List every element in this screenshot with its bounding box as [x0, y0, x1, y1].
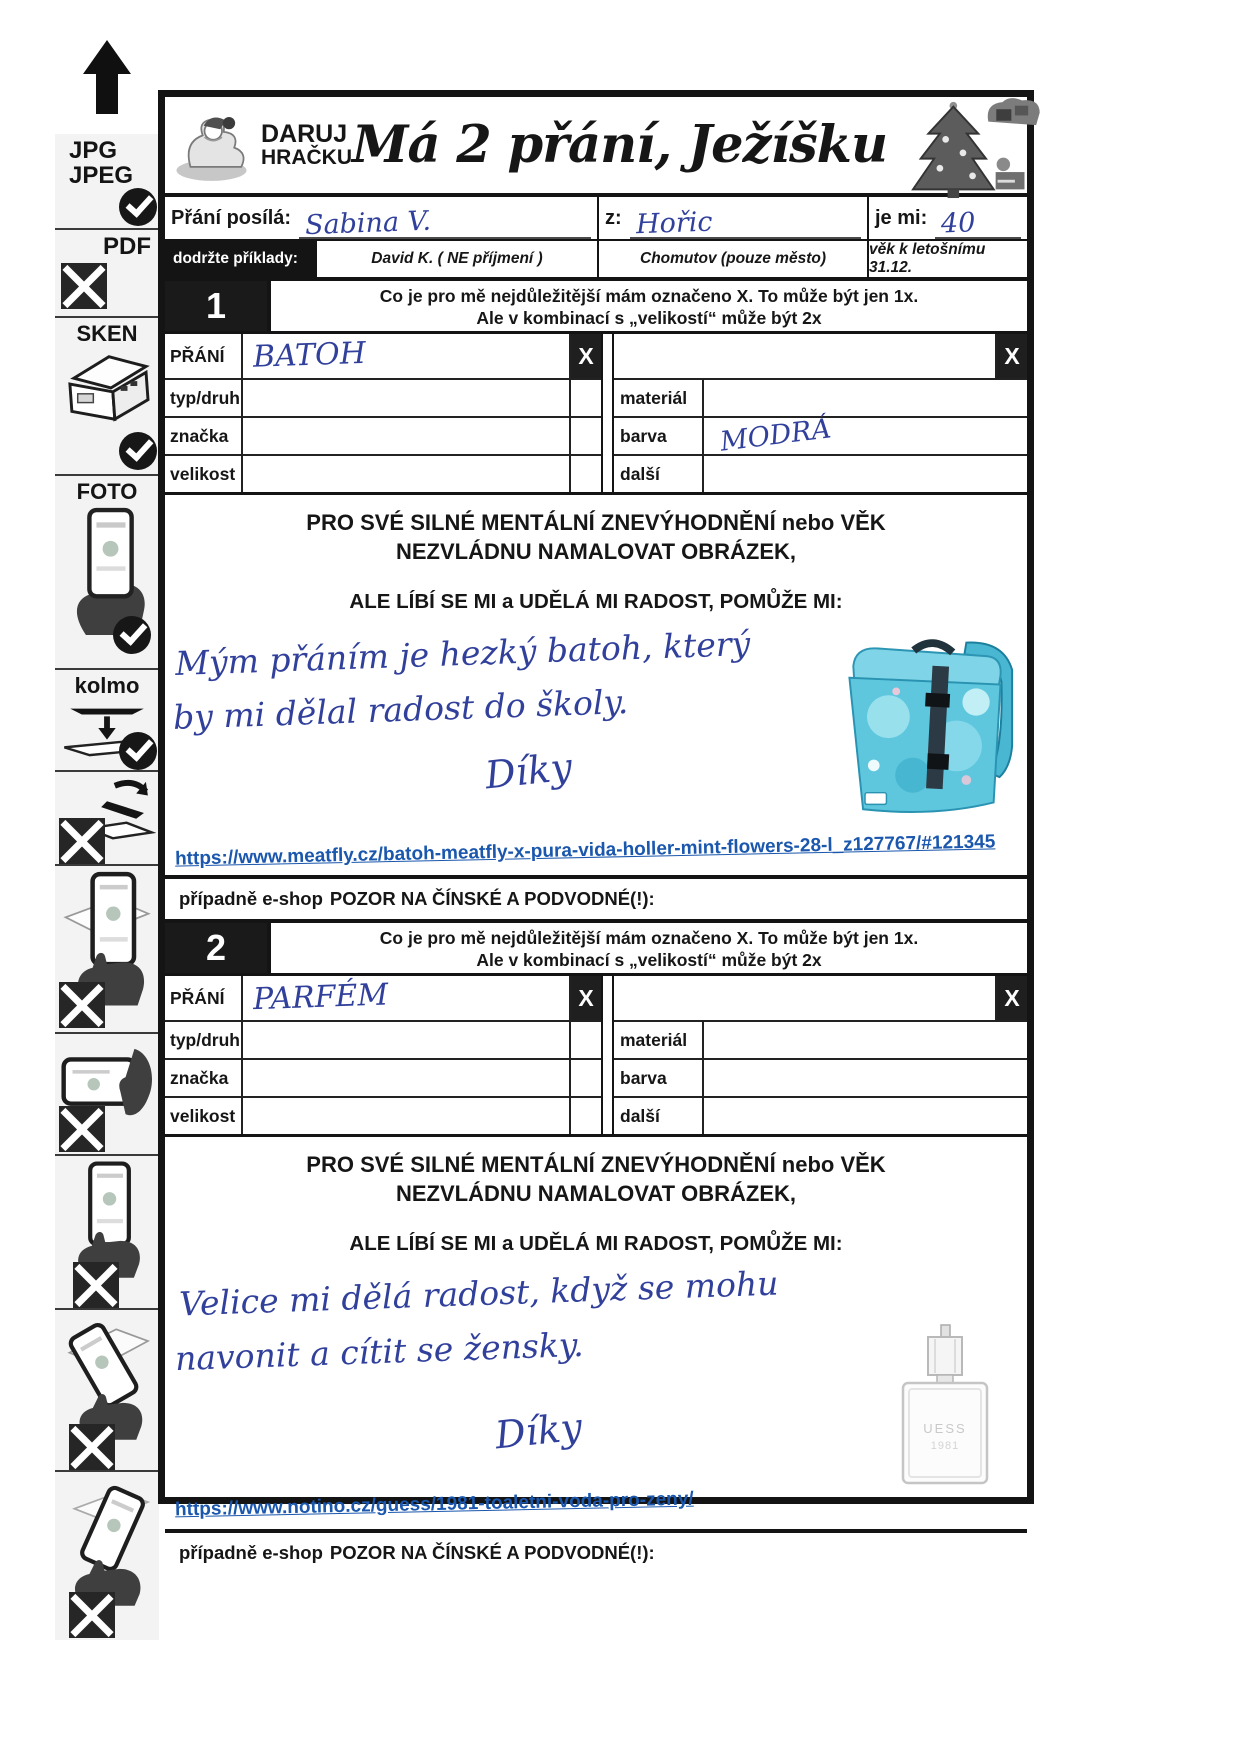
logo-line-1: DARUJ — [261, 120, 348, 148]
field-label-prani: PŘÁNÍ — [165, 976, 243, 1020]
field-value-empty — [243, 1060, 569, 1096]
statement-block — [165, 1137, 1027, 1269]
page-title: Má 2 přání, Ježíšku — [352, 115, 888, 175]
x-empty-box — [569, 1098, 601, 1134]
backpack-image — [820, 629, 1025, 819]
x-checked-box: X — [569, 334, 601, 378]
note-line-2: Ale v kombinací s „velikostí“ může být 2x — [476, 950, 822, 971]
field-label-prani: PŘÁNÍ — [165, 334, 243, 378]
x-checked-box: X — [995, 334, 1027, 378]
statement-block — [165, 495, 1027, 627]
eshop-label: případně e-shop — [179, 1542, 323, 1563]
field-value-empty — [243, 1098, 569, 1134]
wish-link-row — [165, 827, 1027, 875]
sidebar-item-phone-angle-bad — [55, 866, 159, 1032]
field-label-znacka: značka — [165, 418, 243, 454]
eshop-label: případně e-shop — [179, 888, 323, 909]
sken-label: SKEN — [76, 321, 138, 346]
sidebar-item-foto — [55, 476, 159, 668]
wish-link[interactable]: https://www.meatfly.cz/batoh-meatfly-x-pura-vida-holler-mint-flowers-28-l_z127767/#121345 — [174, 831, 996, 870]
field-label-material: materiál — [614, 380, 704, 416]
examples-row — [165, 239, 1027, 277]
x-checked-box: X — [995, 976, 1027, 1020]
handwriting-line: by mi dělal radost do školy. — [172, 682, 629, 737]
handwriting-line: Mým přáním je hezký batoh, který — [174, 623, 751, 684]
sidebar-item-kolmo — [55, 670, 159, 770]
sidebar-item-pdf — [55, 230, 159, 316]
wish-value-handwriting: BATOH — [252, 335, 367, 375]
handwriting-line: navonit a cítit se žensky. — [174, 1324, 585, 1379]
x-mark-icon — [69, 1592, 115, 1638]
eshop-warning: POZOR NA ČÍNSKÉ A PODVODNÉ(!): — [329, 888, 655, 909]
examples-label: dodržte příklady: — [165, 241, 317, 277]
phone-tilted-icon — [61, 1478, 153, 1608]
field-label-velikost: velikost — [165, 456, 243, 492]
field-value-empty — [704, 1098, 1027, 1134]
wish-value-handwriting: PARFÉM — [252, 977, 389, 1018]
sender-label: Přání posílá: — [171, 206, 292, 229]
table-right-half — [612, 976, 1027, 1134]
orientation-up-arrow — [55, 36, 159, 134]
table-right-half — [612, 334, 1027, 492]
santa-illustration-icon — [173, 106, 257, 184]
section-note — [267, 281, 1027, 331]
field-label-typ: typ/druh — [165, 380, 243, 416]
city-label: z: — [605, 206, 622, 229]
x-empty-box — [569, 456, 601, 492]
statement-line-1: PRO SVÉ SILNÉ MENTÁLNÍ ZNEVÝHODNĚNÍ nebo VĚK — [306, 1152, 886, 1177]
city-handwriting: Hořic — [635, 206, 713, 241]
phone-tilted-over-paper-icon — [61, 1314, 153, 1440]
check-icon — [119, 732, 157, 770]
phone-in-hand-icon — [63, 503, 151, 635]
handwriting-thanks: Díky — [482, 744, 575, 798]
sidebar-item-phone-partial-bad — [55, 1156, 159, 1308]
statement-line-3: ALE LÍBÍ SE MI a UDĚLÁ MI RADOST, POMŮŽE MI: — [349, 1232, 843, 1256]
wish-section-2 — [165, 923, 1027, 1573]
bottle-label-year: 1981 — [930, 1440, 960, 1452]
field-label-typ: typ/druh — [165, 1022, 243, 1058]
field-label-znacka: značka — [165, 1060, 243, 1096]
logo-line-2: HRAČKU — [261, 146, 352, 169]
christmas-tree-illustration — [887, 97, 1045, 193]
field-label-dalsi: další — [614, 1098, 704, 1134]
x-mark-icon — [61, 263, 107, 309]
sender-city-cell — [597, 197, 867, 239]
check-icon — [113, 616, 151, 654]
note-line-1: Co je pro mě nejdůležitější mám označeno X. To může být jen 1x. — [379, 286, 919, 306]
field-value-empty — [704, 1060, 1027, 1096]
jpg-label: JPG — [69, 137, 118, 164]
wish-section-1 — [165, 277, 1027, 923]
form-header — [165, 97, 1027, 193]
handwriting-thanks: Díky — [492, 1404, 585, 1458]
pdf-label: PDF — [103, 233, 151, 260]
field-value-empty — [243, 418, 569, 454]
x-mark-icon — [59, 1106, 105, 1152]
kolmo-label: kolmo — [74, 673, 140, 698]
sidebar-item-sken — [55, 318, 159, 474]
field-value-empty — [243, 380, 569, 416]
scanner-icon — [60, 345, 154, 427]
eshop-warning: POZOR NA ČÍNSKÉ A PODVODNÉ(!): — [329, 1542, 655, 1563]
statement-line-3: ALE LÍBÍ SE MI a UDĚLÁ MI RADOST, POMŮŽE MI: — [349, 590, 843, 614]
up-arrow-icon — [96, 74, 118, 114]
x-empty-box — [569, 380, 601, 416]
daruj-hracku-logo — [165, 106, 352, 184]
bottle-label-text: UESS — [923, 1421, 967, 1436]
sidebar-item-jpg — [55, 134, 159, 228]
field-label-barva: barva — [614, 418, 704, 454]
logo-text — [261, 122, 352, 168]
sidebar-item-phone-tilt-paper-bad — [55, 1310, 159, 1470]
x-checked-box: X — [569, 976, 601, 1020]
table-left-half — [165, 976, 603, 1134]
age-label: je mi: — [875, 206, 928, 229]
eshop-note-row — [165, 1529, 1027, 1573]
wish-table-1 — [165, 334, 1027, 495]
tree-icon — [887, 99, 1037, 199]
section-number: 1 — [165, 281, 267, 331]
example-name: David K. ( NE příjmení ) — [371, 250, 543, 267]
sidebar-item-tilted-bad — [55, 772, 159, 864]
section-number: 2 — [165, 923, 267, 973]
statement-line-1: PRO SVÉ SILNÉ MENTÁLNÍ ZNEVÝHODNĚNÍ nebo VĚK — [306, 510, 886, 535]
sender-name-handwriting: Sabina V. — [304, 205, 432, 242]
section-1-head — [165, 281, 1027, 334]
age-handwriting: 40 — [940, 207, 977, 240]
note-line-1: Co je pro mě nejdůležitější mám označeno X. To může být jen 1x. — [379, 928, 919, 948]
x-mark-icon — [59, 818, 105, 864]
field-value-empty — [614, 976, 995, 1020]
statement-line-2: NEZVLÁDNU NAMALOVAT OBRÁZEK, — [395, 1180, 797, 1206]
check-icon — [119, 188, 157, 226]
field-value-empty — [243, 1022, 569, 1058]
x-empty-box — [569, 1022, 601, 1058]
check-icon — [119, 432, 157, 470]
field-label-dalsi: další — [614, 456, 704, 492]
wish-link[interactable]: https://www.notino.cz/guess/1981-toaletni-voda-pro-zeny/ — [174, 1488, 694, 1521]
wish-form — [158, 90, 1034, 1563]
perfume-bottle-image — [885, 1319, 1005, 1491]
instruction-rail — [55, 36, 159, 1640]
x-mark-icon — [59, 982, 105, 1028]
field-label-velikost: velikost — [165, 1098, 243, 1134]
section-2-head — [165, 923, 1027, 976]
sidebar-item-phone-tilt-bad — [55, 1472, 159, 1640]
foto-label: FOTO — [76, 479, 138, 504]
x-mark-icon — [69, 1424, 115, 1470]
jpeg-label: JPEG — [69, 162, 134, 190]
field-value-empty — [704, 380, 1027, 416]
field-value-empty — [704, 456, 1027, 492]
wish-table-2 — [165, 976, 1027, 1137]
example-age: věk k letošnímu 31.12. — [867, 241, 1027, 277]
section-note — [267, 923, 1027, 973]
statement-line-2: NEZVLÁDNU NAMALOVAT OBRÁZEK, — [395, 538, 797, 564]
sender-age-cell — [867, 197, 1027, 239]
sender-name-cell — [165, 197, 597, 242]
table-left-half — [165, 334, 603, 492]
example-city: Chomutov (pouze město) — [597, 241, 867, 277]
up-arrow-icon — [83, 40, 131, 74]
sender-row — [165, 193, 1027, 242]
eshop-note-row — [165, 875, 1027, 923]
handwriting-line: Velice mi dělá radost, když se mohu — [178, 1263, 780, 1324]
x-mark-icon — [73, 1262, 119, 1308]
field-value-empty — [614, 334, 995, 378]
sidebar-item-phone-landscape-bad — [55, 1034, 159, 1154]
phone-in-hand-icon — [65, 1160, 149, 1278]
field-value-empty — [243, 456, 569, 492]
field-label-barva: barva — [614, 1060, 704, 1096]
note-line-2: Ale v kombinací s „velikostí“ může být 2x — [476, 308, 822, 329]
color-value-handwriting: MODRÁ — [718, 412, 833, 458]
handwritten-wish-2 — [165, 1263, 1027, 1481]
x-empty-box — [569, 1060, 601, 1096]
x-empty-box — [569, 418, 601, 454]
field-label-material: materiál — [614, 1022, 704, 1058]
handwritten-wish-1 — [165, 623, 1027, 827]
field-value-empty — [704, 1022, 1027, 1058]
